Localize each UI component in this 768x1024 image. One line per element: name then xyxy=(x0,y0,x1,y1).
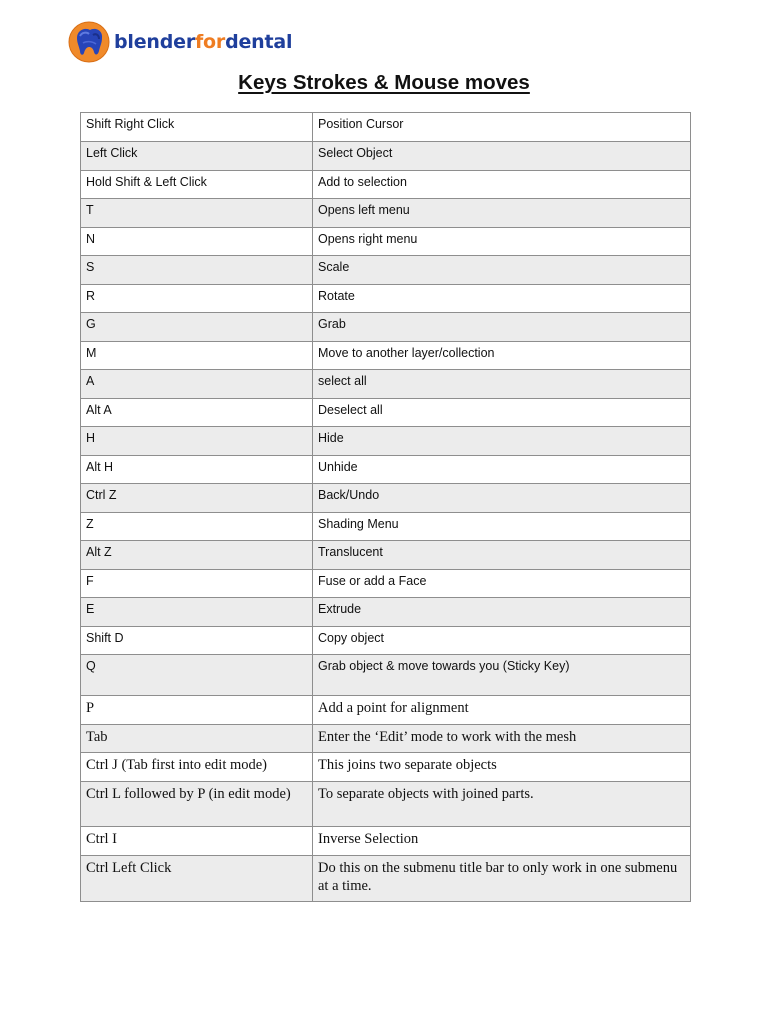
key-cell: Ctrl Z xyxy=(81,484,313,513)
key-cell: Ctrl J (Tab first into edit mode) xyxy=(81,753,313,782)
key-cell: P xyxy=(81,696,313,725)
key-cell: Alt H xyxy=(81,456,313,484)
tooth-logo-icon xyxy=(68,21,110,63)
key-cell: M xyxy=(81,342,313,370)
action-cell: Deselect all xyxy=(313,399,691,427)
table-row xyxy=(81,696,691,725)
table-row xyxy=(81,598,691,627)
key-cell: Hold Shift & Left Click xyxy=(81,171,313,199)
key-cell: S xyxy=(81,256,313,285)
action-cell: Enter the ‘Edit’ mode to work with the mesh xyxy=(313,725,691,753)
action-cell: Fuse or add a Face xyxy=(313,570,691,598)
brand-wordmark xyxy=(114,30,293,53)
key-cell: E xyxy=(81,598,313,627)
key-cell: N xyxy=(81,228,313,256)
key-cell: Q xyxy=(81,655,313,696)
table-row xyxy=(81,256,691,285)
key-cell: Ctrl L followed by P (in edit mode) xyxy=(81,782,313,827)
key-cell: Alt A xyxy=(81,399,313,427)
key-cell: R xyxy=(81,285,313,313)
key-cell: A xyxy=(81,370,313,399)
action-cell: Add a point for alignment xyxy=(313,696,691,725)
brand-word-for: for xyxy=(194,30,226,53)
action-cell: To separate objects with joined parts. xyxy=(313,782,691,827)
table-row xyxy=(81,725,691,753)
table-row xyxy=(81,856,691,902)
action-cell: Shading Menu xyxy=(313,513,691,541)
key-cell: Z xyxy=(81,513,313,541)
table-row xyxy=(81,541,691,570)
key-cell: Shift Right Click xyxy=(81,113,313,142)
key-cell: G xyxy=(81,313,313,342)
key-cell: Left Click xyxy=(81,142,313,171)
table-row xyxy=(81,370,691,399)
action-cell: Select Object xyxy=(313,142,691,171)
shortcut-table xyxy=(80,112,691,902)
table-row xyxy=(81,199,691,228)
table-row xyxy=(81,513,691,541)
action-cell: Grab object & move towards you (Sticky Key) xyxy=(313,655,691,696)
table-row xyxy=(81,342,691,370)
table-row xyxy=(81,627,691,655)
action-cell: Inverse Selection xyxy=(313,827,691,856)
action-cell: Position Cursor xyxy=(313,113,691,142)
action-cell: Translucent xyxy=(313,541,691,570)
action-cell: Back/Undo xyxy=(313,484,691,513)
table-row xyxy=(81,570,691,598)
action-cell: Rotate xyxy=(313,285,691,313)
action-cell: Opens left menu xyxy=(313,199,691,228)
key-cell: Shift D xyxy=(81,627,313,655)
table-row xyxy=(81,827,691,856)
key-cell: F xyxy=(81,570,313,598)
action-cell: Copy object xyxy=(313,627,691,655)
action-cell: select all xyxy=(313,370,691,399)
action-cell: This joins two separate objects xyxy=(313,753,691,782)
key-cell: Ctrl Left Click xyxy=(81,856,313,902)
action-cell: Grab xyxy=(313,313,691,342)
table-row xyxy=(81,285,691,313)
table-row xyxy=(81,782,691,827)
brand-word-blender: blender xyxy=(114,30,195,53)
action-cell: Add to selection xyxy=(313,171,691,199)
table-row xyxy=(81,655,691,696)
key-cell: T xyxy=(81,199,313,228)
table-row xyxy=(81,399,691,427)
key-cell: Alt Z xyxy=(81,541,313,570)
table-row xyxy=(81,753,691,782)
table-row xyxy=(81,456,691,484)
brand-word-dental: dental xyxy=(225,30,293,53)
action-cell: Do this on the submenu title bar to only work in one submenu at a time. xyxy=(313,856,691,902)
table-row xyxy=(81,228,691,256)
action-cell: Move to another layer/collection xyxy=(313,342,691,370)
table-row xyxy=(81,484,691,513)
action-cell: Scale xyxy=(313,256,691,285)
key-cell: H xyxy=(81,427,313,456)
brand-logo xyxy=(68,20,292,64)
action-cell: Extrude xyxy=(313,598,691,627)
action-cell: Hide xyxy=(313,427,691,456)
table-row xyxy=(81,142,691,171)
key-cell: Ctrl I xyxy=(81,827,313,856)
table-row xyxy=(81,113,691,142)
page-title: Keys Strokes & Mouse moves xyxy=(238,71,530,94)
table-row xyxy=(81,313,691,342)
key-cell: Tab xyxy=(81,725,313,753)
table-row xyxy=(81,171,691,199)
action-cell: Opens right menu xyxy=(313,228,691,256)
table-row xyxy=(81,427,691,456)
action-cell: Unhide xyxy=(313,456,691,484)
